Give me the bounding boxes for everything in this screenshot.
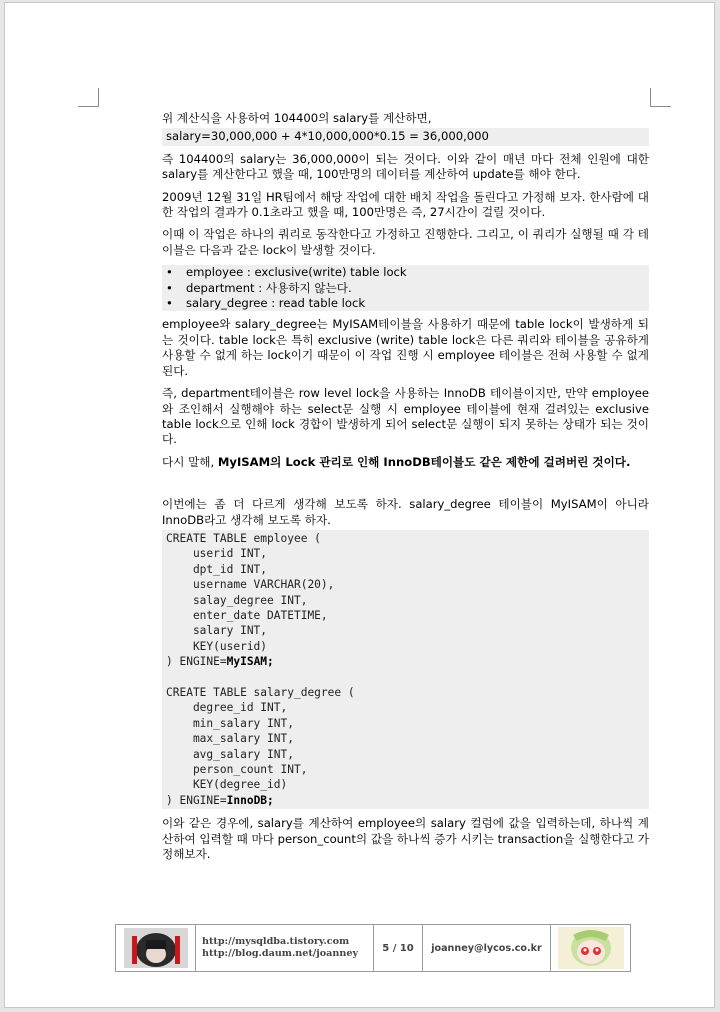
list-item: • employee : exclusive(write) table lock bbox=[166, 265, 407, 280]
bullet-icon: • bbox=[166, 296, 173, 311]
bullet-icon: • bbox=[166, 280, 173, 295]
mascot-face-icon bbox=[558, 927, 624, 969]
mascot-image bbox=[551, 925, 630, 971]
page-footer bbox=[115, 924, 631, 972]
paragraph-lock-intro: 이때 이 작업은 하나의 쿼리로 동작한다고 가정하고 진행한다. 그리고, 이 쿼리가 실행될 때 각 테이블은 다음과 같은 lock이 발생할 것이다. bbox=[162, 227, 649, 257]
bullet-icon: • bbox=[166, 265, 173, 280]
salary-degree-table-ddl: CREATE TABLE salary_degree ( degree_id INT, min_salary INT, max_salary INT, avg_salary INT, person_count INT, KEY(degree_id) bbox=[166, 686, 355, 792]
blog-link-tistory[interactable]: http://mysqldba.tistory.com bbox=[202, 936, 350, 947]
blog-link-daum[interactable]: http://blog.daum.net/joanney bbox=[202, 948, 359, 959]
list-item: • salary_degree : read table lock bbox=[166, 296, 366, 311]
list-item: • department : 사용하지 않는다. bbox=[166, 280, 352, 295]
paragraph-summary: 다시 말해, MyISAM의 Lock 관리로 인해 InnoDB테이블도 같은 제한에 걸려버린 것이다. bbox=[162, 454, 631, 469]
paragraph-transaction: 이와 같은 경우에, salary를 계산하여 employee의 salary 컬럼에 값을 입력하는데, 하나씩 계산하여 입력할 때 마다 person_count의 값을 하나씩 증가 시키는 transaction을 실행한다고 가정해보자. bbox=[162, 816, 649, 862]
summary-emphasis: MyISAM의 Lock 관리로 인해 InnoDB테이블도 같은 제한에 걸려버린 것이다. bbox=[217, 454, 631, 469]
paragraph-batch-job: 2009년 12월 31일 HR팀에서 해당 작업에 대한 배치 작업을 돌린다고 가정해 보자. 한사람에 대한 작업의 결과가 0.1초라고 했을 때, 100만명은 즉, 27시간이 걸릴 것이다. bbox=[162, 189, 649, 220]
paragraph-innodb-contention: 즉, department테이블은 row level lock을 사용하는 InnoDB 테이블이지만, 만약 employee와 조인해서 실행해야 하는 select문 실행 시 employee 테이블에 현재 걸려있는 exclusive table lock으로 인해 lock 경합이 발생하게 되어 select문 실행이 되지 못하는 상태가 되는 것이다. bbox=[162, 386, 649, 447]
paragraph-innodb-scenario: 이번에는 좀 더 다르게 생각해 보도록 하자. salary_degree 테이블이 MyISAM이 아니라 InnoDB라고 생각해 보도록 하자. bbox=[162, 497, 649, 527]
crop-mark-top-left bbox=[78, 88, 99, 107]
author-avatar bbox=[116, 925, 196, 971]
paragraph-myisam-lock: employee와 salary_degree는 MyISAM테이블을 사용하기 때문에 table lock이 발생하게 되는 것이다. table lock은 특히 exclusive (write) table lock은 다른 쿼리와 테이블을 공유하게 사용할 수 없게 하는 lock이기 때문이 이 작업 진행 시 employee 테이블은 전혀 사용할 수 없게 된다. bbox=[162, 317, 649, 378]
lock-list bbox=[162, 265, 649, 311]
page-content bbox=[162, 111, 649, 869]
document-page bbox=[4, 2, 715, 1008]
employee-table-ddl: CREATE TABLE employee ( userid INT, dpt_id INT, username VARCHAR(20), salay_degree INT, enter_date DATETIME, salary INT, KEY(userid) bbox=[166, 531, 335, 653]
paragraph-salary-result: 즉 104400의 salary는 36,000,000이 되는 것이다. 이와 같이 매년 마다 전체 인원에 대한 salary를 계산한다고 했을 때, 100만명의 데이터를 계산하여 update를 해야 한다. bbox=[162, 151, 649, 182]
character-face-icon bbox=[124, 928, 188, 968]
code-block: CREATE TABLE employee ( userid INT, dpt_id INT, username VARCHAR(20), salay_degree INT, enter_date DATETIME, salary INT, KEY(userid) ) ENGINE=MyISAM; CREATE TABLE salary_degree ( degree_id INT, min_salary INT, max_salary INT, avg_salary INT, person_count INT, KEY(degree_id) ) ENGINE=InnoDB; bbox=[162, 530, 649, 809]
salary-formula: salary=30,000,000 + 4*10,000,000*0.15 = 36,000,000 bbox=[162, 128, 649, 145]
author-email[interactable]: joanney@lycos.co.kr bbox=[423, 925, 551, 971]
engine-innodb: InnoDB; bbox=[226, 793, 274, 807]
engine-myisam: MyISAM; bbox=[226, 655, 274, 669]
footer-links bbox=[196, 925, 374, 971]
crop-mark-top-right bbox=[650, 88, 671, 107]
page-number: 5 / 10 bbox=[374, 925, 423, 971]
paragraph-intro: 위 계산식을 사용하여 104400의 salary를 계산하면, bbox=[162, 111, 432, 125]
